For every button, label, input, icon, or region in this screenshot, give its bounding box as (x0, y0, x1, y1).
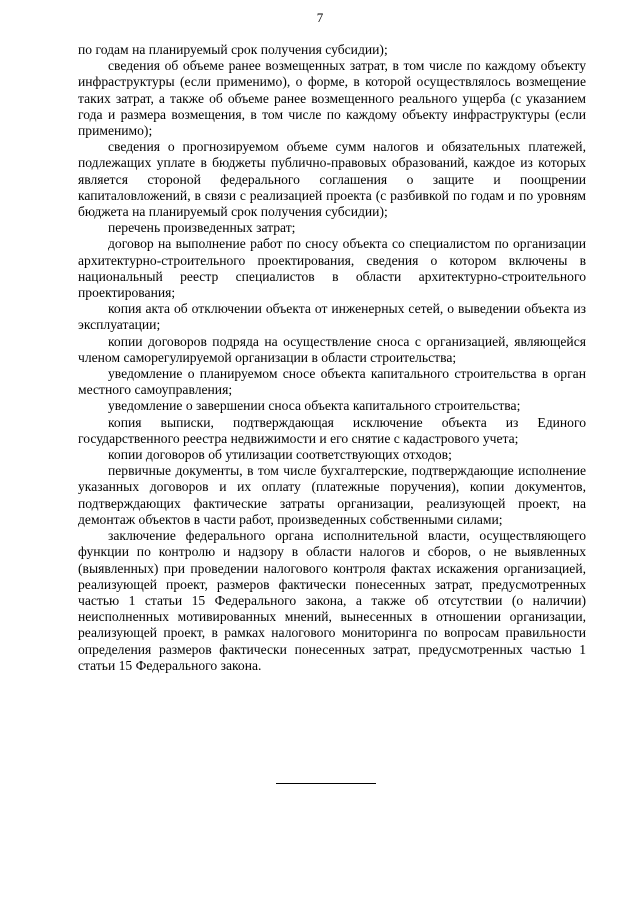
paragraph-disconnection-act: копия акта об отключении объекта от инженерных сетей, о выведении объекта из эксплуатации; (78, 301, 586, 333)
paragraph-primary-documents: первичные документы, в том числе бухгалтерские, подтверждающие исполнение указанных договоров и их оплату (платежные поручения), копии документов, подтверждающих фактические затраты организации, реализующей проект, на демонтаж объектов в части работ, произведенных собственными силами; (78, 463, 586, 527)
paragraph-contractor-agreements: копии договоров подряда на осуществление сноса с организацией, являющейся членом саморегулируемой организации в области строительства; (78, 333, 586, 365)
paragraph-tax-authority-conclusion: заключение федерального органа исполнительной власти, осуществляющего функции по контролю и надзору в области налогов и сборов, о не выявленных (выявленных) при проведении налогового контроля фактах искажения организацией, реализующей проект, размеров фактически понесенных затрат, предусмотренных частью 1 статьи 15 Федерального закона, а также об отсутствии (о наличии) неисполненных мотивированных мнений, вынесенных в отношении организации, реализующей проект, в рамках налогового мониторинга по вопросам правильности определения размеров фактически понесенных затрат, предусмотренных частью 1 статьи 15 Федерального закона. (78, 528, 586, 673)
page-number: 7 (316, 10, 324, 25)
paragraph-waste-disposal: копии договоров об утилизации соответствующих отходов; (108, 447, 452, 463)
paragraph-subsidy-period-end: по годам на планируемый срок получения субсидии); (78, 42, 388, 57)
document-body (78, 42, 586, 674)
paragraph-forecast-taxes: сведения о прогнозируемом объеме сумм налогов и обязательных платежей, подлежащих уплате в бюджеты публично-правовых образований, каждое из которых является стороной федерального соглашения о защите и поощрении капиталовложений, в связи с реализацией проекта (с разбивкой по годам и по уровням бюджета на планируемый срок получения субсидии); (78, 139, 586, 220)
paragraph-registry-extract: копия выписки, подтверждающая исключение объекта из Единого государственного реестра недвижимости и его снятие с кадастрового учета; (78, 414, 586, 446)
paragraph-completion-notice: уведомление о завершении сноса объекта капитального строительства; (108, 398, 521, 414)
end-separator-line (276, 783, 376, 784)
paragraph-demolition-contract: договор на выполнение работ по сносу объекта со специалистом по организации архитектурно-строительного проектирования, сведения о котором включены в национальный реестр специалистов в области архитектурно-строительного проектирования; (78, 236, 586, 301)
paragraph-reimbursed-costs: сведения об объеме ранее возмещенных затрат, в том числе по каждому объекту инфраструктуры (если применимо), о форме, в которой осуществлялось возмещение таких затрат, а также об объеме ранее возмещенного реального ущерба (с указанием года и размера возмещения, в том числе по каждому объекту инфраструктуры (если применимо); (78, 58, 586, 139)
paragraph-planned-demolition-notice: уведомление о планируемом сносе объекта капитального строительства в орган местного самоуправления; (78, 366, 586, 398)
paragraph-costs-list: перечень произведенных затрат; (108, 220, 296, 236)
